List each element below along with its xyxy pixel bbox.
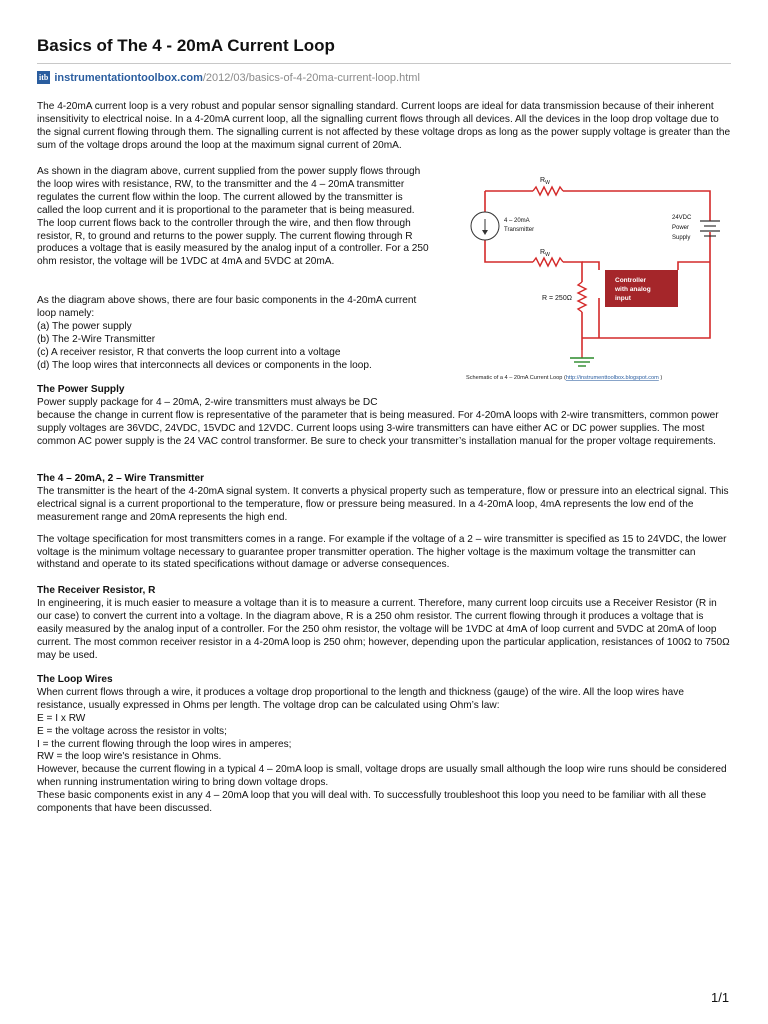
power-supply-label: Supply — [672, 235, 691, 241]
transmitter-paragraph-1: The transmitter is the heart of the 4-20mA signal system. It converts a physical property such as temperature, flow or pressure into an electrical signal. This electrical signal is a current proportional to the temperature, flow or pressure being measured. In a 4-20mA loop, 4mA represents the low end of the measurement range and 20mA represents the high end. — [37, 485, 729, 523]
component-item: (d) The loop wires that interconnects all devices or components in the loop. — [37, 359, 372, 371]
rw-bottom-label: $R_W$ — [540, 249, 550, 258]
title-divider — [37, 63, 731, 64]
resistor-r-label: R = 250Ω — [542, 295, 572, 302]
schematic-caption: Schematic of a 4 – 20mA Current Loop (http://instrumenttoolbox.blogspot.com ) — [466, 375, 663, 381]
loop-wires-paragraph-1: When current flows through a wire, it produces a voltage drop proportional to the length and thickness (gauge) of the wire. All the loop wires have resistance, usually expressed in Ohms per length. The voltage drop can be calculated using Ohm’s law: — [37, 686, 684, 711]
transmitter-label: 4 – 20mA — [504, 218, 530, 224]
components-list — [37, 295, 429, 372]
power-supply-line1: Power supply package for 4 – 20mA, 2-wire transmitters must always be DC — [37, 396, 378, 408]
rw-top-label: $R_W$ — [540, 177, 550, 186]
section-heading: The 4 – 20mA, 2 – Wire Transmitter — [37, 473, 205, 484]
loop-description-paragraph: As shown in the diagram above, current supplied from the power supply flows through the loop wires with resistance, RW, to the transmitter and the 4 – 20mA transmitter regulates the current flow within the loop. The current allowed by the transmitter is called the loop current and it is proportional to the parameter that is being measured. The loop current flows back to the controller through the wire, and then flow through resistor, R, to ground and returns to the power supply. The current flowing through R produces a voltage that is easily measured by the analog input of a controller. For a 250 ohm resistor, the voltage will be 1VDC at 4mA and 5VDC at 20mA. — [37, 166, 429, 268]
controller-label: with analog — [615, 286, 651, 293]
source-path: /2012/03/basics-of-4-20ma-current-loop.html — [202, 71, 420, 84]
resistor-rw-bottom-icon — [533, 258, 563, 266]
power-supply-line2: because the change in current flow is representative of the parameter that is being measured. For 4-20mA loops with 2-wire transmitters, common power supply voltages are 36VDC, 24VDC, 15VDC and 12VDC. Current loops using 3-wire transmitters can have either AC or DC power supplies. The most common AC power supply is the 24 VAC control transformer. Be sure to check your transmitter’s installation manual for the proper voltage requirements. — [37, 409, 719, 447]
receiver-section — [37, 585, 731, 662]
ground-icon — [570, 350, 594, 366]
source-link[interactable] — [54, 72, 420, 84]
source-line — [37, 71, 420, 84]
components-intro: As the diagram above shows, there are four basic components in the 4-20mA current loop namely: — [37, 295, 417, 319]
transmitter-section — [37, 473, 731, 572]
resistor-r250-icon — [578, 282, 586, 312]
source-domain: instrumentationtoolbox.com — [54, 71, 203, 84]
transmitter-label: Transmitter — [504, 227, 535, 233]
component-item: (b) The 2-Wire Transmitter — [37, 333, 156, 345]
intro-paragraph: The 4-20mA current loop is a very robust and popular sensor signalling standard. Current loops are ideal for data transmission because of their inherent insensitivity to electrical noise. In a 4-20mA current loop, all the signalling current flows through all devices. All the devices in the loop drop voltage due to the signal current flowing through them. The signalling current is not affected by these voltage drops as long as the power supply voltage is greater than the sum of the voltage drops around the loop at the maximum signal current of 20mA. — [37, 101, 731, 151]
receiver-paragraph: In engineering, it is much easier to measure a voltage than it is to measure a current. Therefore, many current loop circuits use a Receiver Resistor (R in our case) to convert the current into a voltage. In the diagram above, R is a 250 ohm resistor. The current flowing through it produces a voltage that is easily measured by the analog input of a controller. For the 250 ohm resistor, the voltage will be 1VDC at 4mA of loop current and 5VDC at 20mA of loop current. The most common receiver resistor in a 4-20mA loop is 250 ohm; however, depending upon the particular application, resistances of 100Ω to 750Ω may be used. — [37, 597, 730, 661]
loop-wires-paragraph-2: However, because the current flowing in a typical 4 – 20mA loop is small, voltage drops are usually small although the loop wire runs should be considered when running instrumentation wiring to bring down voltage drops. — [37, 764, 727, 789]
page-title: Basics of The 4 - 20mA Current Loop — [37, 36, 335, 55]
definition-rw: RW = the loop wire's resistance in Ohms. — [37, 751, 222, 763]
definition-e: E = the voltage across the resistor in volts; — [37, 725, 227, 737]
power-supply-label: 24VDC — [672, 215, 692, 221]
power-supply-section — [37, 384, 731, 449]
controller-label: input — [615, 295, 631, 302]
current-loop-schematic — [460, 170, 735, 385]
loop-wires-paragraph-3: These basic components exist in any 4 – 20mA loop that you will deal with. To successfully troubleshoot this loop you need to be familiar with all these components that have been discussed. — [37, 790, 707, 815]
loop-wires-section — [37, 674, 731, 816]
transmitter-paragraph-2: The voltage specification for most transmitters comes in a range. For example if the voltage of a 2 – wire transmitter is specified as 15 to 24VDC, the lower voltage is the minimum voltage necessary to guarantee proper transmitter operation. The higher voltage is the maximum voltage the transmitter can withstand and operate to its stated specifications without damage or adverse consequences. — [37, 533, 727, 571]
power-supply-label: Power — [672, 225, 690, 231]
section-heading: The Power Supply — [37, 384, 125, 395]
component-item: (a) The power supply — [37, 320, 132, 332]
resistor-rw-top-icon — [533, 187, 563, 195]
page-number: 1/1 — [711, 990, 730, 1005]
component-item: (c) A receiver resistor, R that converts the loop current into a voltage — [37, 346, 341, 358]
ohms-law-equation: E = I x RW — [37, 712, 86, 724]
definition-i: I = the current flowing through the loop wires in amperes; — [37, 738, 292, 750]
site-logo-icon: itb — [39, 73, 49, 82]
section-heading: The Loop Wires — [37, 674, 113, 685]
controller-label: Controller — [615, 277, 647, 284]
section-heading: The Receiver Resistor, R — [37, 585, 156, 596]
